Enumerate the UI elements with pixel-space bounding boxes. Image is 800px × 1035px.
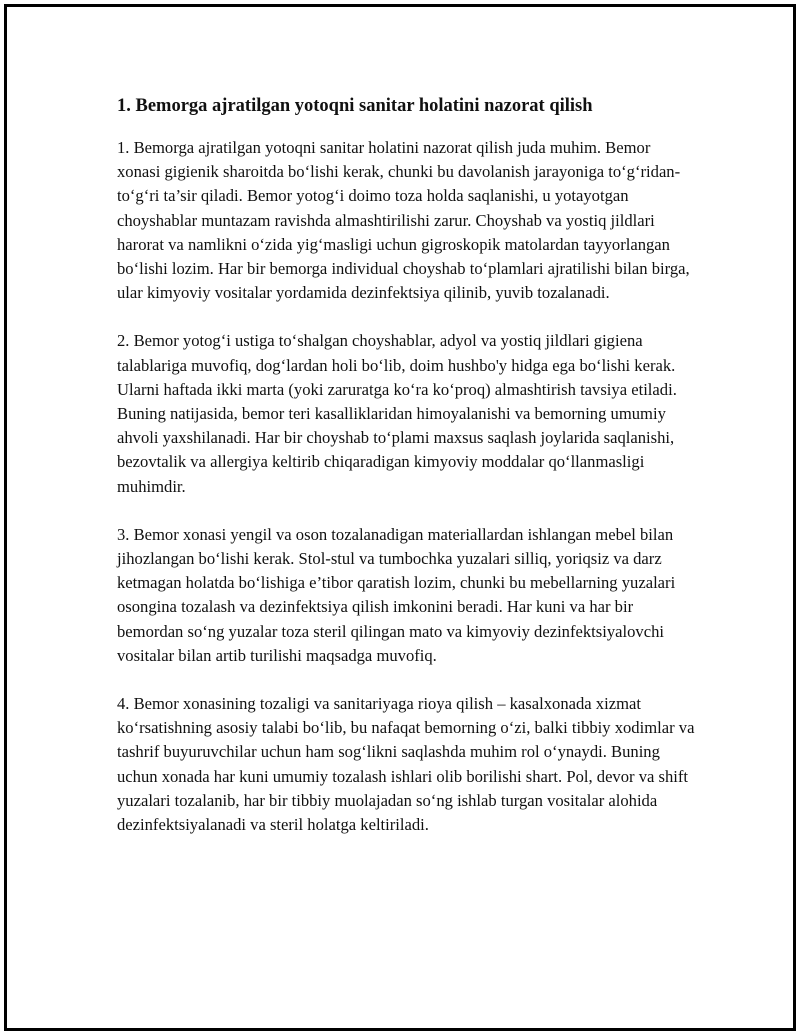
paragraph-2: 2. Bemor yotog‘i ustiga to‘shalgan choyshablar, adyol va yostiq jildlari gigiena talablariga muvofiq, dog‘lardan holi bo‘lib, doim hushbo'y hidga ega bo‘lishi kerak. Ularni haftada ikki marta (yoki zaruratga ko‘ra ko‘proq) almashtirish tavsiya etiladi. Buning natijasida, bemor teri kasalliklaridan himoyalanishi va bemorning umumiy ahvoli yaxshilanadi. Har bir choyshab to‘plami maxsus saqlash joylarida saqlanishi, bezovtalik va allergiya keltirib chiqaradigan kimyoviy moddalar qo‘llanmasligi muhimdir. bbox=[117, 331, 677, 496]
paragraph-4: 4. Bemor xonasining tozaligi va sanitariyaga rioya qilish – kasalxonada xizmat ko‘rsatishning asosiy talabi bo‘lib, bu nafaqat bemorning o‘zi, balki tibbiy xodimlar va tashrif buyuruvchilar uchun ham sog‘likni saqlashda muhim rol o‘ynaydi. Buning uchun xonada har kuni umumiy tozalash ishlari olib borilishi shart. Pol, devor va shift yuzalari tozalanib, har bir tibbiy muolajadan so‘ng ishlab turgan vositalar alohida dezinfektsiyalanadi va steril holatga keltiriladi. bbox=[117, 694, 695, 835]
document-body bbox=[117, 94, 697, 861]
document-title: 1. Bemorga ajratilgan yotoqni sanitar holatini nazorat qilish bbox=[117, 96, 593, 116]
paragraph-3: 3. Bemor xonasi yengil va oson tozalanadigan materiallardan ishlangan mebel bilan jihozlangan bo‘lishi kerak. Stol-stul va tumbochka yuzalari silliq, yoriqsiz va darz ketmagan holatda bo‘lishiga e’tibor qaratish lozim, chunki bu mebellarning yuzalari osongina tozalash va dezinfektsiya qilish imkonini beradi. Har kuni va har bir bemordan so‘ng yuzalar toza steril qilingan mato va kimyoviy dezinfektsiyalovchi vositalar bilan artib turilishi maqsadga muvofiq. bbox=[117, 524, 676, 665]
paragraph-1: 1. Bemorga ajratilgan yotoqni sanitar holatini nazorat qilish juda muhim. Bemor xonasi gigienik sharoitda bo‘lishi kerak, chunki bu davolanish jarayoniga to‘g‘ridan-to‘g‘ri ta’sir qiladi. Bemor yotog‘i doimo toza holda saqlanishi, u yotayotgan choyshablar muntazam ravishda almashtirilishi zarur. Choyshab va yostiq jildlari harorat va namlikni o‘zida yig‘masligi uchun gigroskopik matolardan tayyorlangan bo‘lishi lozim. Har bir bemorga individual choyshab to‘plamlari ajratilishi bilan birga, ular kimyoviy vositalar yordamida dezinfektsiya qilinib, yuvib tozalanadi. bbox=[117, 138, 690, 303]
